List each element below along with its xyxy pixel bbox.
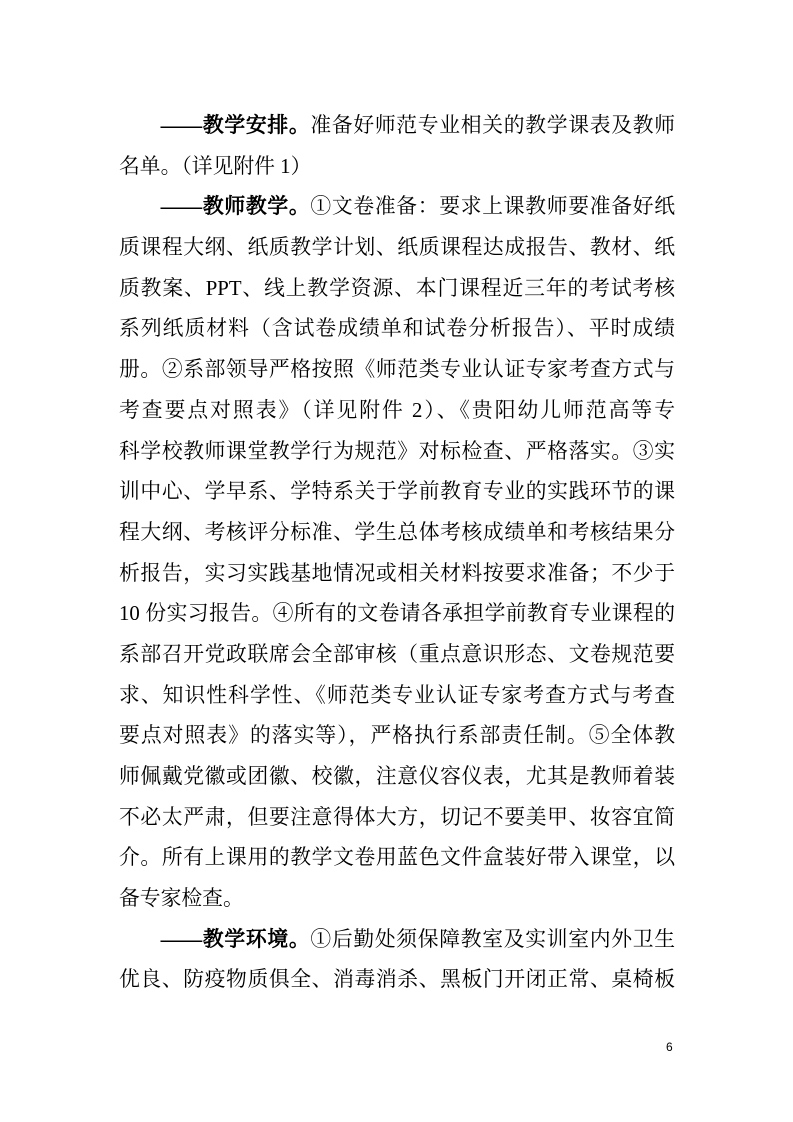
paragraph-teaching-arrangement <box>119 106 675 187</box>
text-line: 求、知识性科学性、《师范类专业认证专家考查方式与考查 <box>119 683 675 707</box>
text-line <box>119 106 675 147</box>
text-line: 不必太严肃，但要注意得体大方，切记不要美甲、妆容宜简 <box>119 805 675 829</box>
text-line: 介。所有上课用的教学文卷用蓝色文件盒装好带入课堂，以 <box>119 846 675 870</box>
text-line: 要点对照表》的落实等），严格执行系部责任制。⑤全体教 <box>119 724 675 748</box>
line-text: ①后勤处须保障教室及实训室内外卫生 <box>310 927 676 951</box>
text-line: 备专家检查。 <box>119 887 244 911</box>
paragraph-teaching-environment <box>119 920 675 1001</box>
line-text: ①文卷准备：要求上课教师要准备好纸 <box>310 195 676 219</box>
text-line <box>119 187 675 228</box>
text-line: 优良、防疫物质俱全、消毒消杀、黑板门开闭正常、桌椅板 <box>119 968 675 992</box>
text-line: 训中心、学早系、学特系关于学前教育专业的实践环节的课 <box>119 480 675 504</box>
text-line: 师佩戴党徽或团徽、校徽，注意仪容仪表，尤其是教师着装 <box>119 765 675 788</box>
text-line: 考查要点对照表》（详见附件 2）、《贵阳幼儿师范高等专 <box>119 398 675 422</box>
document-body <box>119 106 675 1001</box>
line-text: 准备好师范专业相关的教学课表及教师 <box>310 114 676 137</box>
text-line: 系列纸质材料（含试卷成绩单和试卷分析报告）、平时成绩 <box>119 317 675 341</box>
page-number: 6 <box>666 1040 673 1054</box>
paragraph-heading: ——教学环境。 <box>160 927 311 951</box>
text-line: 质课程大纲、纸质教学计划、纸质课程达成报告、教材、纸 <box>119 236 675 260</box>
text-line: 名单。（详见附件 1） <box>119 154 312 178</box>
text-line: 10 份实习报告。④所有的文卷请各承担学前教育专业课程的 <box>119 602 675 626</box>
paragraph-heading: ——教师教学。 <box>160 195 311 219</box>
paragraph-teacher-teaching <box>119 187 675 919</box>
text-line: 系部召开党政联席会全部审核（重点意识形态、文卷规范要 <box>119 642 675 666</box>
text-line: 册。②系部领导严格按照《师范类专业认证专家考查方式与 <box>119 358 675 382</box>
text-line <box>119 920 675 961</box>
text-line: 科学校教师课堂教学行为规范》对标检查、严格落实。③实 <box>119 439 675 463</box>
paragraph-heading: ——教学安排。 <box>160 114 311 137</box>
text-line: 质教案、PPT、线上教学资源、本门课程近三年的考试考核 <box>119 276 675 300</box>
text-line: 析报告，实习实践基地情况或相关材料按要求准备；不少于 <box>119 561 675 585</box>
text-line: 程大纲、考核评分标准、学生总体考核成绩单和考核结果分 <box>119 520 675 544</box>
